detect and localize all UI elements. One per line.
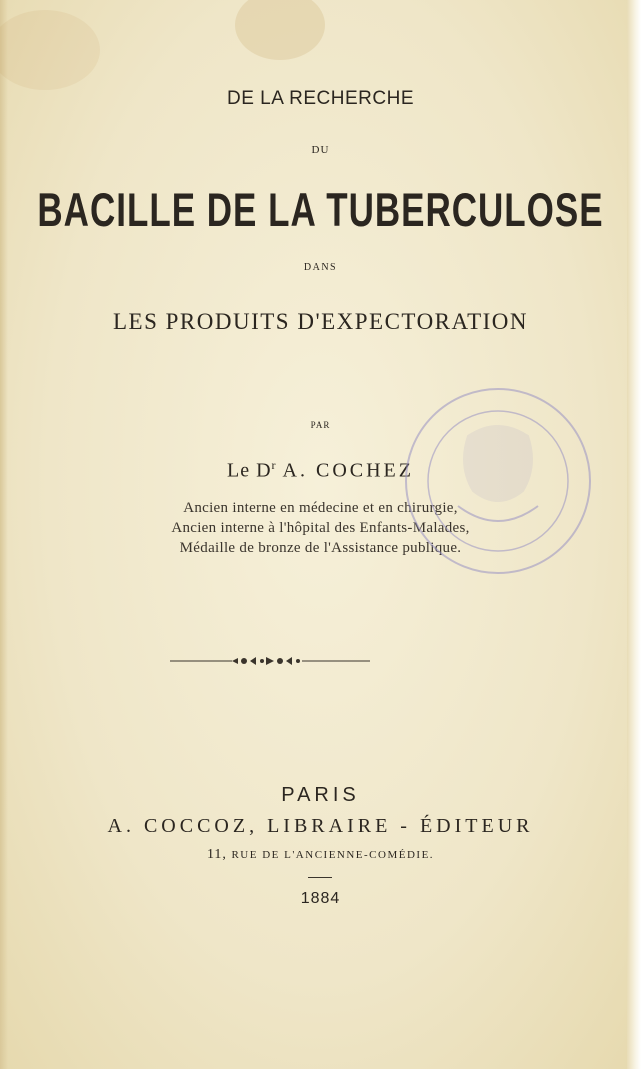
- author-credential: Ancien interne en médecine et en chirurgie,: [183, 500, 458, 516]
- imprint-address: [0, 847, 641, 863]
- author-credential: Médaille de bronze de l'Assistance publique.: [179, 540, 462, 556]
- author-prefix-superscript: r: [271, 458, 277, 472]
- title-line-4: DANS: [303, 262, 338, 273]
- by-line: PAR: [310, 420, 331, 430]
- foxing-stain: [0, 10, 100, 90]
- imprint-city: PARIS: [281, 784, 360, 806]
- title-line-1: DE LA RECHERCHE: [227, 88, 414, 109]
- foxing-stain: [235, 0, 325, 60]
- divider: [308, 877, 332, 878]
- author-credential: Ancien interne à l'hôpital des Enfants-Malades,: [171, 520, 470, 536]
- library-stamp-icon: [398, 376, 598, 586]
- title-line-2: DU: [311, 144, 330, 156]
- imprint-year: 1884: [300, 890, 341, 907]
- ornament-rule-icon: [170, 652, 370, 670]
- address-number: 11,: [206, 847, 227, 862]
- imprint-publisher: A. COCCOZ, LIBRAIRE - ÉDITEUR: [107, 815, 534, 837]
- title-line-5: LES PRODUITS D'EXPECTORATION: [112, 309, 529, 334]
- address-street: RUE DE L'ANCIENNE-COMÉDIE.: [231, 849, 435, 861]
- author-prefix: Le D: [227, 459, 272, 482]
- author-name: A. COCHEZ: [282, 459, 414, 482]
- main-title: BACILLE DE LA TUBERCULOSE: [37, 184, 604, 237]
